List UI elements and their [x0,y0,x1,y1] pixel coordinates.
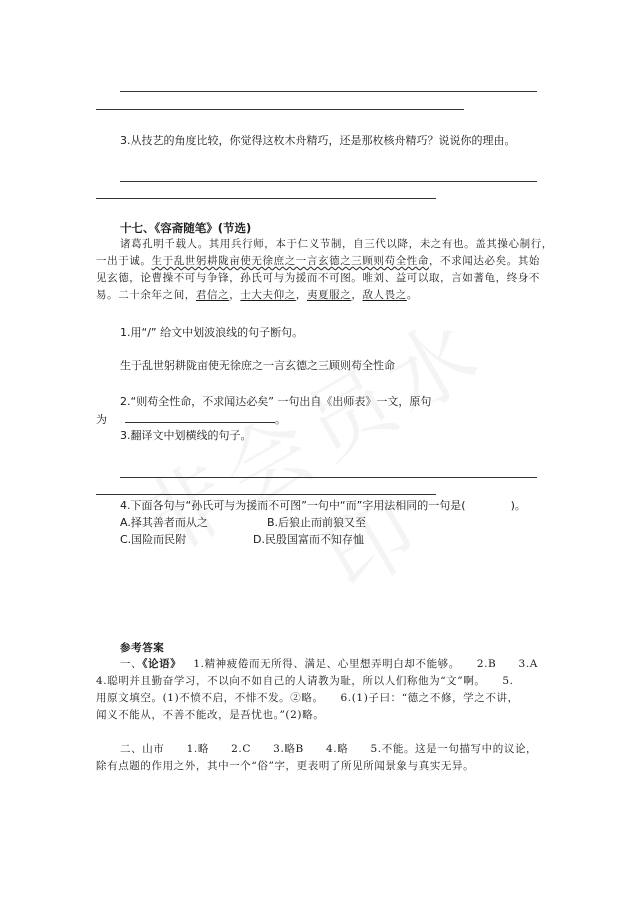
sentence-to-punctuate: 生于乱世躬耕陇亩使无徐庶之一言玄德之三顾则苟全性命 [120,359,395,372]
answer-label: 一、 [120,658,143,670]
passage-text: ，不求闻达必矣。其始 [429,255,540,267]
question-text: )。 [510,499,526,512]
option-d: D.民殷国富而不知存恤 [253,533,364,546]
answers-1-line-2: 4.聪明并且勤奋学习，不以向不如自己的人请教为耻，所以人们称他为“文”啊。 5. [96,675,514,687]
passage-text: ， [351,289,363,301]
punct: 。 [275,413,286,426]
underlined-phrase: 君信之 [195,289,230,301]
answer-line [96,109,464,110]
answers-1-line-4: 闻义不能从，不善不能改，是吾忧也。”(2)略。 [96,709,325,721]
question-17-1: 1.用“/” 给文中划波浪线的句子断句。 [120,326,304,339]
passage-text: 。 [406,289,418,301]
passage-text: 易。二十余年之间， [96,289,196,301]
passage-line-1: 诸葛孔明千载人。其用兵行师，本于仁义节制，自三代以降，未之有也。盖其操心制行， [120,238,553,250]
option-b: B.后狼止而前狼又至 [267,516,367,529]
wavy-sentence: 生于乱世躬耕陇亩使无徐庶之一言玄德之三顾则苟全性命 [151,255,429,267]
answer-line [96,198,436,199]
question-3: 3.从技艺的角度比较，你觉得这枚木舟精巧，还是那枚核舟精巧？说说你的理由。 [120,134,516,147]
answer-text: 1.精神疲倦而无所得、满足、心里想弄明白却不能够。 2.B 3.A [193,658,538,670]
answer-title: 《论语》 [142,658,182,670]
answers-2-line-2: 除有点题的作用之外，其中一个“俗”字，更表明了所见所闻景象与真实无异。 [96,760,475,772]
underlined-phrase: 夷夏服之 [306,289,352,301]
answers-1-line-3: 用原文填空。(1)不愤不启，不悱不发。②略。 6.(1)子曰：“德之不修，学之不讲， [96,692,519,704]
underlined-phrase: 士大夫仰之 [240,289,296,301]
question-17-2: 2.“则苟全性命，不求闻达必矣” 一句出自《出师表》一文，原句 [120,395,432,408]
answer-line [120,181,537,182]
answer-line [96,494,436,495]
question-17-2-blank-line [96,411,286,428]
passage-line-2 [96,253,540,270]
passage-text: 一出于诚。 [96,255,152,267]
fill-blank[interactable] [125,411,275,423]
question-17-3: 3.翻译文中划横线的句子。 [120,429,252,442]
underlined-phrase: 敌人畏之 [362,289,407,301]
option-c: C.国险而民附 [120,533,187,546]
passage-line-3: 见玄德，论曹操不可与争锋，孙氏可与为援而不可图。唯刘、益可以取，言如蓍龟，终身不 [96,272,540,284]
option-a: A.择其善者而从之 [120,516,208,529]
answer-line [120,477,537,478]
answer-line [120,91,537,92]
label-wei: 为 [96,413,107,426]
passage-text: ， [295,289,307,301]
question-17-4 [120,498,526,514]
passage-line-4 [96,287,418,304]
answers-1-line-1 [120,656,538,673]
answers-heading: 参考答案 [120,642,165,654]
question-text: 4.下面各句与“孙氏可与为援而不可图”一句中“而”字用法相同的一句是( [120,499,466,512]
passage-text: ， [229,289,241,301]
answers-2-line-1: 二、山市 1.略 2.C 3.略B 4.略 5.不能。这是一句描写中的议论， [120,743,538,755]
section-title: 十七、《容斋随笔》(节选) [120,221,252,235]
